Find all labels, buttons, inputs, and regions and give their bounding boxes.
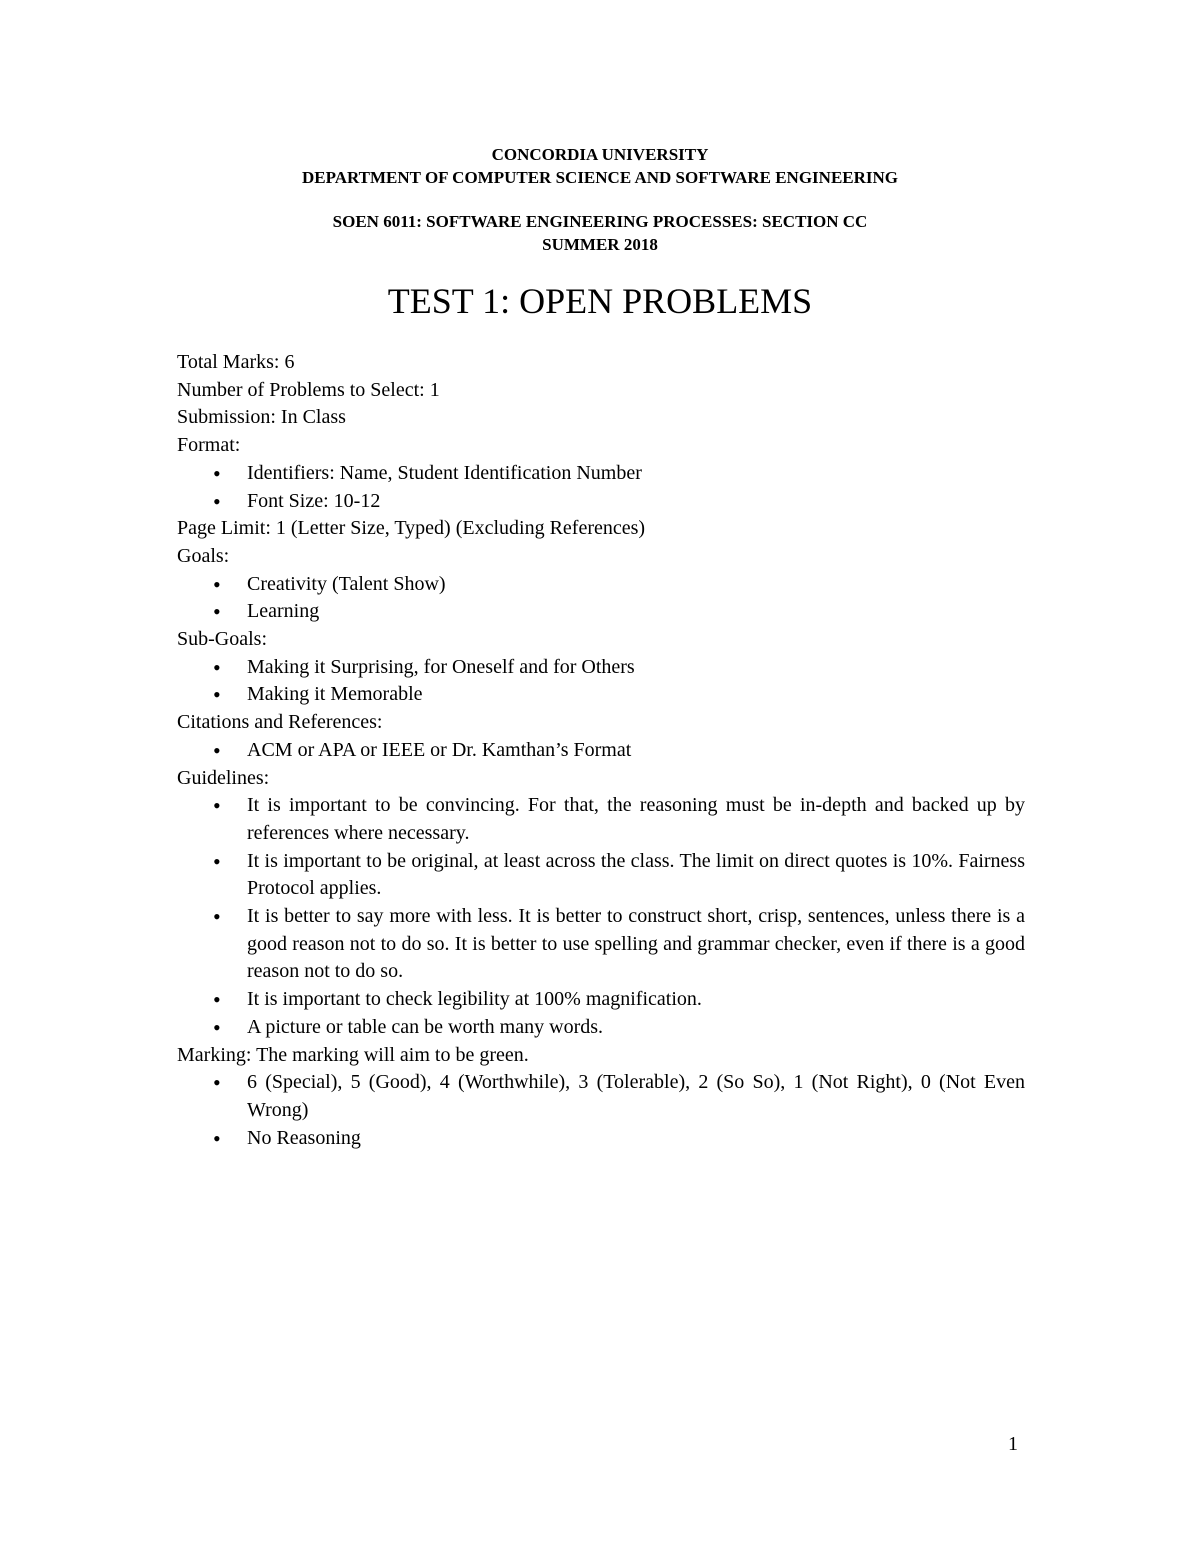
subgoals-heading: Sub-Goals: xyxy=(177,628,267,651)
list-item: • Creativity (Talent Show) xyxy=(247,571,1025,599)
goals-list xyxy=(177,571,1025,626)
number-of-problems: Number of Problems to Select: 1 xyxy=(177,378,440,401)
submission: Submission: In Class xyxy=(177,406,346,429)
list-item: • Learning xyxy=(247,598,1025,626)
list-item: • It is important to be convincing. For that, the reasoning must be in-depth and backed up by references where necessary. xyxy=(247,792,1025,847)
list-item: • Making it Memorable xyxy=(247,681,1025,709)
guidelines-heading: Guidelines: xyxy=(177,766,270,789)
total-marks: Total Marks: 6 xyxy=(177,351,295,373)
department-name: DEPARTMENT OF COMPUTER SCIENCE AND SOFTWARE ENGINEERING xyxy=(301,168,899,187)
list-item: • It is better to say more with less. It is better to construct short, crisp, sentences, unless there is a good reason not to do so. It is better to use spelling and grammar checker, even if there is a good reason not to do so. xyxy=(247,903,1025,986)
university-name: CONCORDIA UNIVERSITY xyxy=(491,145,709,164)
format-list xyxy=(177,460,1025,515)
page-title: TEST 1: OPEN PROBLEMS xyxy=(387,281,813,321)
subgoals-list xyxy=(177,654,1025,709)
page-number: 1 xyxy=(1008,1433,1018,1455)
list-item: • A picture or table can be worth many words. xyxy=(247,1014,1025,1042)
document-body xyxy=(177,349,1025,1152)
list-item: • No Reasoning xyxy=(247,1125,1025,1153)
term: SUMMER 2018 xyxy=(542,235,658,254)
format-heading: Format: xyxy=(177,434,241,457)
course-title: SOEN 6011: SOFTWARE ENGINEERING PROCESSES: SECTION CC xyxy=(332,212,868,231)
page-limit: Page Limit: 1 (Letter Size, Typed) (Excluding References) xyxy=(177,517,646,540)
list-item: • ACM or APA or IEEE or Dr. Kamthan’s Format xyxy=(247,737,1025,765)
list-item: • Making it Surprising, for Oneself and for Others xyxy=(247,654,1025,682)
marking-heading: Marking: The marking will aim to be green. xyxy=(177,1043,529,1066)
list-item: • Font Size: 10-12 xyxy=(247,488,1025,516)
list-item: • 6 (Special), 5 (Good), 4 (Worthwhile), 3 (Tolerable), 2 (So So), 1 (Not Right), 0 (Not Even Wrong) xyxy=(247,1069,1025,1124)
goals-heading: Goals: xyxy=(177,544,230,567)
marking-list xyxy=(177,1069,1025,1152)
guidelines-list xyxy=(177,792,1025,1041)
list-item: • It is important to check legibility at 100% magnification. xyxy=(247,986,1025,1014)
citations-list xyxy=(177,737,1025,765)
list-item: • Identifiers: Name, Student Identification Number xyxy=(247,460,1025,488)
document-header xyxy=(0,143,1200,256)
citations-heading: Citations and References: xyxy=(177,711,383,734)
list-item: • It is important to be original, at least across the class. The limit on direct quotes is 10%. Fairness Protocol applies. xyxy=(247,848,1025,903)
